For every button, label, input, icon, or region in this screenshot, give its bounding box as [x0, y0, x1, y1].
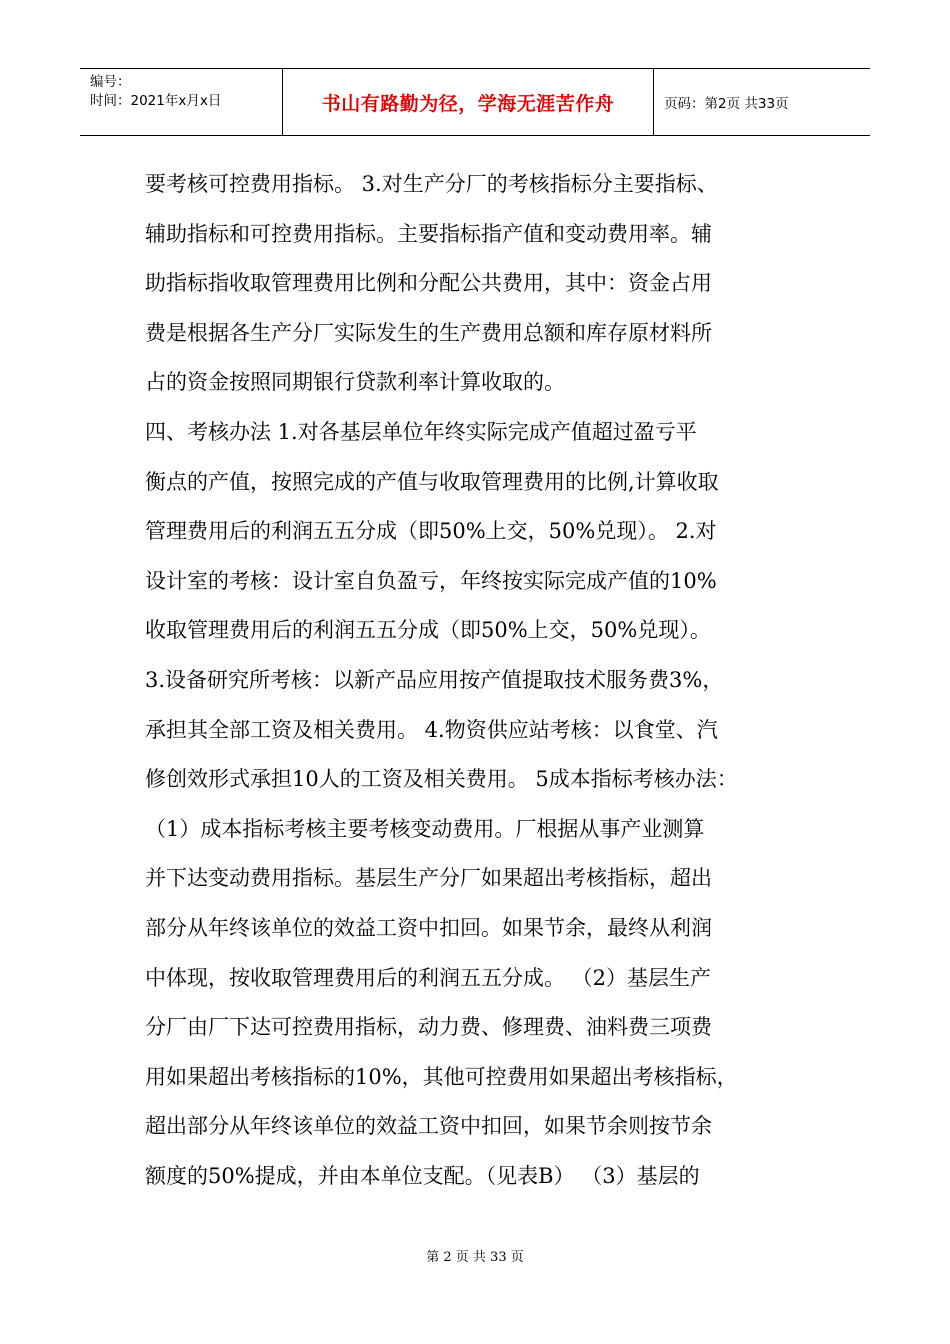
body-line: 四、考核办法 1.对各基层单位年终实际完成产值超过盈亏平	[145, 419, 697, 444]
body-line: 额度的50%提成，并由本单位支配。（见表B） （3）基层的	[145, 1163, 700, 1188]
body-line: 收取管理费用后的利润五五分成（即50%上交，50%兑现）。	[145, 618, 711, 643]
body-line: 分厂由厂下达可控费用指标，动力费、修理费、油料费三项费	[145, 1015, 712, 1040]
body-line: 并下达变动费用指标。基层生产分厂如果超出考核指标，超出	[145, 866, 712, 891]
body-line: 要考核可控费用指标。 3.对生产分厂的考核指标分主要指标、	[145, 172, 718, 196]
body-line: 占的资金按照同期银行贷款利率计算收取的。	[145, 370, 565, 395]
number-label: 编号：	[90, 74, 131, 90]
body-line: 管理费用后的利润五五分成（即50%上交，50%兑现）。 2.对	[145, 519, 717, 544]
body-line: 费是根据各生产分厂实际发生的生产费用总额和库存原材料所	[145, 320, 712, 345]
body-line: 部分从年终该单位的效益工资中扣回。如果节余，最终从利润	[145, 915, 712, 940]
body-line: 承担其全部工资及相关费用。 4.物资供应站考核：以食堂、汽	[145, 717, 718, 742]
body-line: 3.设备研究所考核：以新产品应用按产值提取技术服务费3%，	[145, 667, 724, 692]
date-text: 时间：2021年x月x日	[90, 93, 222, 109]
header-motto: 书山有路勤为径，学海无涯苦作舟	[282, 69, 654, 135]
body-line: 用如果超出考核指标的10%，其他可控费用如果超出考核指标，	[145, 1064, 738, 1089]
body-line: 衡点的产值，按照完成的产值与收取管理费用的比例,计算收取	[145, 469, 719, 494]
body-line: 助指标指收取管理费用比例和分配公共费用，其中：资金占用	[145, 271, 712, 296]
body-line: 修创效形式承担10人的工资及相关费用。 5成本指标考核办法：	[145, 767, 738, 792]
header-meta	[80, 69, 282, 135]
page-footer: 第 2 页 共 33 页	[426, 1250, 524, 1265]
body-line: 超出部分从年终该单位的效益工资中扣回，如果节余则按节余	[145, 1114, 712, 1139]
body-line: （1）成本指标考核主要考核变动费用。厂根据从事产业测算	[145, 816, 705, 841]
body-line: 设计室的考核：设计室自负盈亏，年终按实际完成产值的10%	[145, 568, 717, 593]
body-line: 辅助指标和可控费用指标。主要指标指产值和变动费用率。辅	[145, 221, 712, 246]
header-page-info: 页码：第2页 共33页	[664, 96, 789, 112]
body-line: 中体现，按收取管理费用后的利润五五分成。 （2）基层生产	[145, 965, 712, 990]
document-body	[145, 160, 810, 1201]
page-header	[80, 68, 870, 136]
